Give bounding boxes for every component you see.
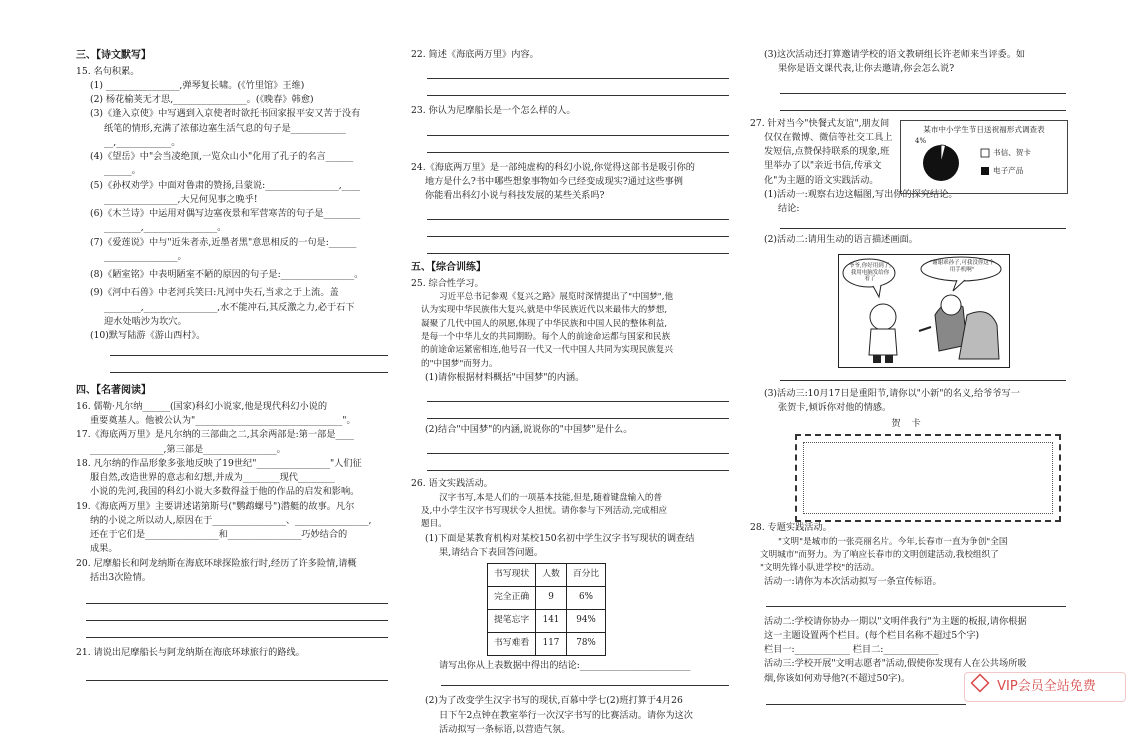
answer-line[interactable] [86, 591, 388, 604]
table-cell: 78% [566, 633, 605, 656]
q15-7b: ________________。 [104, 250, 187, 262]
legend-electronic: 电子产品 [993, 166, 1024, 175]
table-row [488, 587, 606, 610]
q27: 27. 针对当今"快餐式友谊",朋友间 [750, 117, 890, 129]
passage-line: 的前途命运紧密相连,他号召一代又一代中国人共同为实现民族复兴 [421, 345, 673, 356]
q26-3b: 果你是语文课代表,让你去邀请,你会怎么说? [778, 63, 955, 75]
legend-swatch-letters [981, 149, 989, 157]
answer-line[interactable] [427, 406, 729, 419]
card-title: 贺 卡 [891, 418, 925, 429]
cartoon-illustration [838, 254, 1010, 368]
q15-8: (8)《陋室铭》中表明陋室不陋的原因的句子是:________________。 [90, 269, 364, 280]
pie-chart [900, 120, 1068, 194]
q27-3b: 张贺卡,倾诉你对他的情感。 [778, 401, 892, 413]
speech-bubble-grandpa: "谢谢乖孙子,可我没你这个用手机啊" [929, 260, 995, 273]
q27-3: (3)活动三:10月17日是重阳节,请你以"小新"的名义,给爷爷写一 [764, 387, 1020, 399]
table-header: 百分比 [566, 564, 605, 587]
answer-line[interactable] [427, 441, 729, 454]
table-row [488, 633, 606, 656]
answer-line[interactable] [86, 608, 388, 621]
answer-line[interactable] [766, 594, 1066, 607]
q27e: 化"为主题的语文实践活动。 [764, 174, 879, 186]
answer-line[interactable] [427, 224, 729, 237]
q26-para: 题目。 [421, 519, 447, 530]
q27d: 里举办了以"亲近书信,传承文 [764, 160, 882, 172]
q28-para: "文明先锋小队进学校"的活动。 [760, 563, 880, 574]
q15-3: (3)《逢入京使》中写遇到入京使者时欲托书回家报平安又苦于没有 [90, 108, 361, 120]
q28-para: "文明"是城市的一张亮丽名片。今年,长春市一直为争创"全国 [778, 536, 1008, 547]
passage-line: 的"中国梦"而努力。 [421, 358, 498, 369]
q25-1: (1)请你根据材料概括"中国梦"的内涵。 [425, 371, 585, 383]
q19d: 成果。 [90, 543, 118, 555]
q26-para: 及,中小学生汉字书写现状令人担忧。请你参与下列活动,完成相应 [421, 505, 668, 516]
q26-2b: 日下午2点钟在教室举行一次汉字书写的比赛活动。请你为这次 [439, 709, 693, 721]
section-5-title: 五、【综合训练】 [411, 262, 486, 274]
passage-line: 凝聚了几代中国人的夙愿,体现了中华民族和中国人民的整体利益, [421, 318, 668, 329]
q15-6b: ________,________________。 [104, 222, 227, 234]
q15-1: (1) ________________,弹琴复长啸。(《竹里馆》王维) [90, 79, 305, 91]
q27-2: (2)活动二:请用生动的语言描述画面。 [764, 234, 918, 246]
table-cell: 9 [536, 587, 567, 610]
q15: 15. 名句积累。 [76, 65, 140, 77]
q24c: 你能看出科幻小说与科技发展的某些关系吗? [425, 190, 605, 201]
q27b: 仅仅在微博、微信等社交工具上 [764, 131, 893, 143]
table-row [488, 610, 606, 633]
pie-percent-label: 4% [915, 137, 927, 145]
q15-4b: ______。 [104, 165, 141, 177]
q26-1: (1)下面是某教育机构对某校150名初中学生汉字书写现状的调查结 [425, 532, 695, 544]
q15-2: (2) 杨花榆荚无才思,________________。(《晚春》韩愈) [90, 94, 314, 105]
q15-9c: 迎水处啮沙为坎穴。 [104, 315, 187, 327]
greeting-card-box[interactable] [795, 434, 1061, 522]
q22: 22. 简述《海底两万里》内容。 [411, 49, 539, 60]
q20b: 括出3次险情。 [90, 571, 151, 583]
table-header: 书写现状 [488, 564, 536, 587]
q28-3: 活动三:学校开展"文明志愿者"活动,假使你发现有人在公共场所吸 [764, 658, 1027, 670]
q15-10: (10)默写陆游《游山西村》。 [90, 330, 206, 341]
q26-conclusion: 请写出你从上表数据中得出的结论:________________________ [439, 660, 691, 672]
answer-line[interactable] [110, 343, 388, 356]
q16b: 重要奠基人。他被公认为"________________________________"。 [90, 415, 356, 426]
q25: 25. 综合性学习。 [411, 277, 484, 289]
answer-line[interactable] [427, 207, 729, 220]
q15-9b: ________,________________,水不能冲石,其反激之力,必于石下 [104, 301, 355, 313]
q28-2b: 这一主题设置两个栏目。(每个栏目名称不超过5个字) [764, 629, 980, 641]
q15-7: (7)《爱莲说》中与"近朱者赤,近墨者黑"意思相反的一句是:______ [90, 236, 357, 248]
q15-6: (6)《木兰诗》中运用对偶写边塞夜景和军营寒苦的句子是________ [90, 208, 361, 219]
answer-line[interactable] [780, 98, 1066, 111]
q15-9: (9)《河中石兽》中老河兵笑曰:凡河中失石,当求之于上流。盖 [90, 287, 339, 299]
vip-watermark[interactable] [964, 672, 1126, 702]
table-cell: 6% [566, 587, 605, 610]
answer-line[interactable] [441, 673, 729, 686]
q15-3b: 纸笔的情形,充满了浓郁边塞生活气息的句子是____________ [104, 122, 346, 134]
q24b: 地方是什么?书中哪些想象事物如今已经变成现实?通过这些事例 [425, 175, 683, 187]
q24: 24.《海底两万里》是一部纯虚构的科幻小说,你觉得这部书是吸引你的 [411, 161, 695, 173]
answer-line[interactable] [427, 123, 729, 136]
column-middle [411, 0, 729, 735]
q21: 21. 请说出尼摩船长与阿龙纳斯在海底环球旅行的路线。 [76, 647, 305, 658]
q26-para: 汉字书写,本是人们的一项基本技能,但是,随着键盘输入的普 [439, 492, 663, 503]
answer-line[interactable] [427, 389, 729, 402]
q23: 23. 你认为尼摩船长是一个怎么样的人。 [411, 105, 576, 117]
q28-3b: 烟,你该如何劝导他?(不超过50字)。 [764, 672, 911, 684]
q25-2: (2)结合"中国梦"的内涵,说说你的"中国梦"是什么。 [425, 424, 633, 436]
speech-bubble-child: 爷爷,你好用到了,我用电脑发给你看了 [849, 263, 891, 283]
watermark-text: VIP会员全站免费 [997, 679, 1096, 694]
q27-conclusion-label: 结论: [778, 203, 800, 214]
answer-line[interactable] [110, 360, 388, 373]
q17: 17.《海底两万里》是凡尔纳的三部曲之二,其余两部是:第一部是____ [76, 429, 354, 441]
section-4-title: 四、【名著阅读】 [76, 385, 151, 397]
q26: 26. 语文实践活动。 [411, 478, 493, 490]
table-cell: 117 [536, 633, 567, 656]
table-cell: 141 [536, 610, 567, 633]
q28-1: 活动一:请你为本次活动拟写一条宣传标语。 [764, 576, 942, 588]
answer-line[interactable] [427, 458, 729, 471]
q26-1b: 果,请结合下表回答问题。 [439, 546, 543, 558]
q15-4: (4)《望岳》中"会当凌绝顶,一览众山小"化用了孔子的名言______ [90, 151, 354, 162]
q19b: 纳的小说之所以动人,原因在于________________、________________, [90, 514, 372, 526]
q19: 19.《海底两万里》主要讲述诺第斯号("鹦鹉螺号")潜艇的故事。凡尔 [76, 500, 355, 512]
answer-line[interactable] [780, 368, 1066, 381]
column-left [76, 0, 388, 702]
answer-line[interactable] [86, 668, 388, 681]
table-cell: 94% [566, 610, 605, 633]
legend-letters: 书信、贺卡 [993, 148, 1031, 157]
q15-5b: ________________,大兄何见事之晚乎! [104, 193, 258, 205]
q28-para: 文明城市"而努力。为了响应长春市的文明创建活动,我校组织了 [760, 549, 999, 560]
q27c: 发短信,点赞保持联系的现象,班 [764, 146, 890, 157]
answer-line[interactable] [427, 140, 729, 153]
passage-line: 习近平总书记参观《复兴之路》展览时深情提出了"中国梦",他 [439, 292, 674, 302]
table-cell: 完全正确 [488, 587, 536, 610]
legend-swatch-electronic [981, 167, 989, 175]
passage-line: 认为实现中华民族伟大复兴,就是中华民族近代以来最伟大的梦想, [421, 305, 668, 316]
diamond-icon [970, 673, 989, 692]
answer-line[interactable] [427, 66, 729, 79]
answer-line[interactable] [427, 83, 729, 96]
q26-2c: 活动拟写一条标语,以营造气氛。 [439, 723, 571, 735]
q19c: 还在于它们是________________和________________巧妙结合的 [90, 529, 348, 540]
q28: 28. 专题实践活动。 [750, 522, 832, 534]
table-header: 人数 [536, 564, 567, 587]
q18: 18. 凡尔纳的作品形象多张地反映了19世纪"________________"人们征 [76, 457, 362, 469]
answer-line[interactable] [766, 692, 966, 705]
answer-line[interactable] [427, 241, 729, 254]
answer-line[interactable] [780, 216, 1066, 229]
q15-5: (5)《孙权劝学》中面对鲁肃的赞扬,吕蒙说:________________,____ [90, 179, 361, 191]
q27-1: (1)活动一:观察右边这幅图,写出你的探究结论。 [764, 188, 958, 200]
answer-line[interactable] [780, 81, 1066, 94]
passage-line: 是每一个中华儿女的共同期盼。每个人的前途命运都与国家和民族 [421, 331, 671, 342]
answer-line[interactable] [86, 625, 388, 638]
section-3-title: 三、【诗文默写】 [76, 50, 151, 61]
table-cell: 提笔忘字 [488, 610, 536, 633]
q20: 20. 尼摩船长和阿龙纳斯在海底环球探险旅行时,经历了许多险情,请概 [76, 557, 357, 569]
table-cell: 书写难看 [488, 633, 536, 656]
q18b: 服自然,改造世界的意志和幻想,并成为________现代________ [90, 472, 335, 483]
survey-table [487, 563, 606, 656]
q26-3: (3)这次活动还打算邀请学校的语文教研组长许老师来当评委。如 [764, 49, 1026, 60]
q28-2: 活动二:学校请你协办一期以"文明伴我行"为主题的板报,请你根据 [764, 615, 1027, 627]
q28-columns: 栏目一:____________ 栏目二:____________ [764, 644, 939, 656]
q15-3c: __,____________。 [104, 136, 181, 148]
q16: 16. 儒勒·凡尔纳______(国家)科幻小说家,他是现代科幻小说的 [76, 400, 328, 412]
q17b: ________________,第三部是________________。 [90, 443, 286, 455]
q26-2: (2)为了改变学生汉字书写的现状,百慕中学七(2)班打算于4月26 [425, 695, 683, 707]
chart-title: 某市中小学生节日送祝福形式调查表 [923, 125, 1045, 134]
q18c: 小说的先河,我国的科幻小说大多数得益于他的作品的启发和影响。 [90, 486, 360, 498]
